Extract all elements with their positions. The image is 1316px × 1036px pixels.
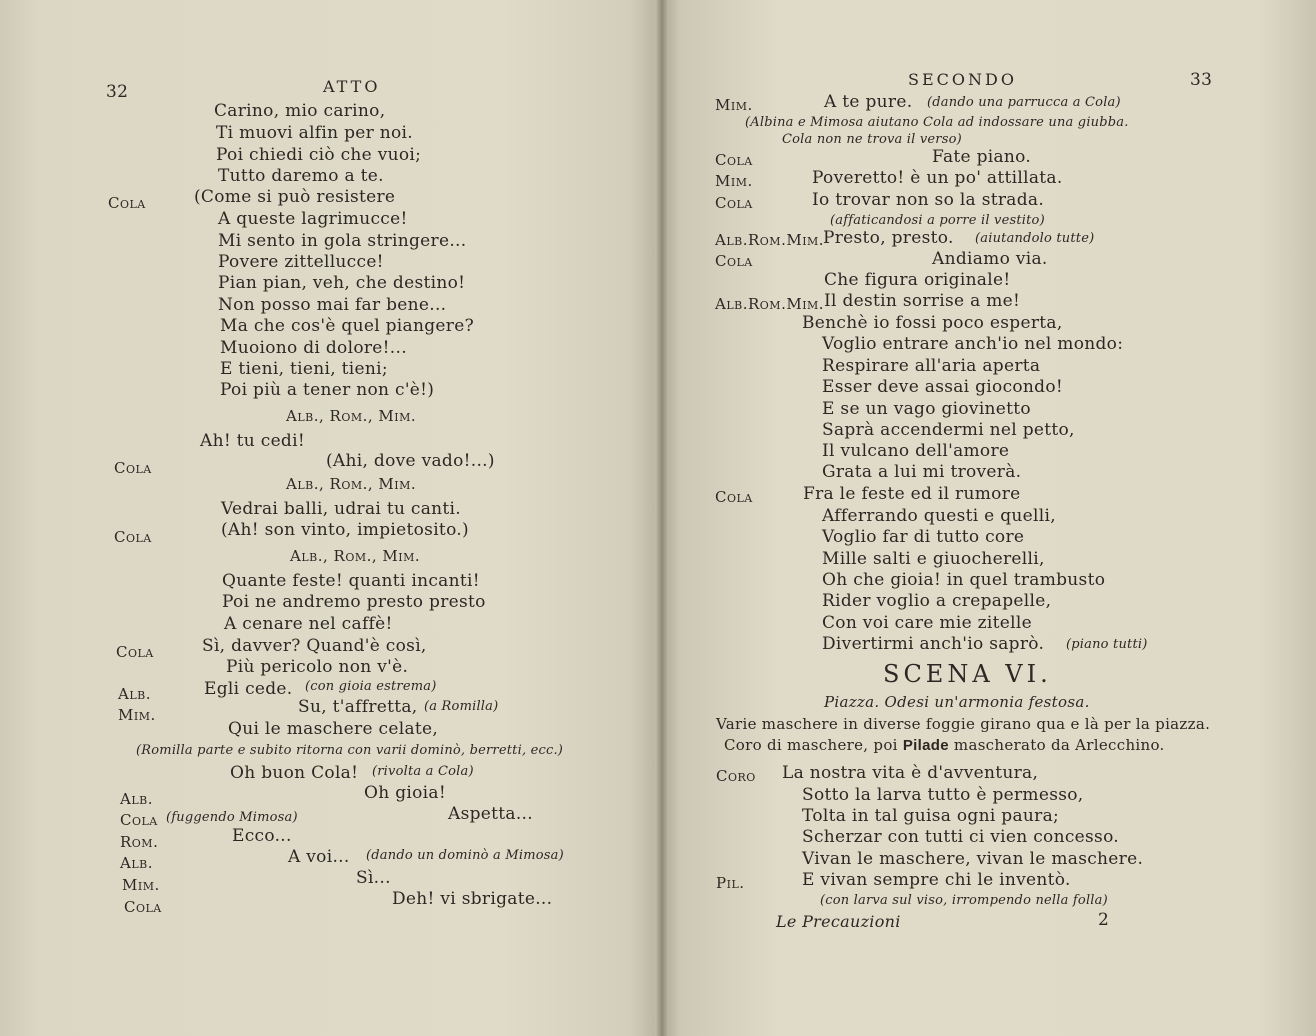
verse-line: Oh gioia! bbox=[364, 783, 446, 803]
stage-direction: (Albina e Mimosa aiutano Cola ad indossare una giubba. bbox=[745, 115, 1129, 130]
verse-line: (Ahi, dove vado!...) bbox=[326, 451, 495, 471]
verse-line: A voi... bbox=[288, 847, 350, 867]
verse-line: Con voi care mie zitelle bbox=[822, 613, 1032, 633]
stage-direction: (con gioia estrema) bbox=[305, 679, 437, 694]
verse-line: Oh buon Cola! bbox=[230, 763, 359, 783]
verse-line: Presto, presto. bbox=[823, 228, 954, 248]
speaker-label: Mim. bbox=[715, 172, 753, 190]
speaker-label: Alb., Rom., Mim. bbox=[286, 475, 417, 493]
verse-line: La nostra vita è d'avventura, bbox=[782, 763, 1039, 783]
book-gutter bbox=[655, 0, 669, 1036]
verse-line: Mille salti e giuocherelli, bbox=[822, 549, 1045, 569]
running-header-right: SECONDO bbox=[908, 70, 1017, 89]
speaker-label: Alb., Rom., Mim. bbox=[286, 407, 417, 425]
verse-line: Carino, mio carino, bbox=[214, 101, 386, 121]
verse-line: Esser deve assai giocondo! bbox=[822, 377, 1064, 397]
verse-line: Voglio entrare anch'io nel mondo: bbox=[822, 334, 1124, 354]
verse-line: Saprà accendermi nel petto, bbox=[822, 420, 1075, 440]
footer-title: Le Precauzioni bbox=[776, 912, 901, 931]
verse-line: Il vulcano dell'amore bbox=[822, 441, 1010, 461]
speaker-label: Rom. bbox=[120, 833, 159, 851]
verse-line: Qui le maschere celate, bbox=[228, 719, 439, 739]
stage-direction: (affaticandosi a porre il vestito) bbox=[830, 213, 1045, 228]
stage-direction: (con larva sul viso, irrompendo nella folla) bbox=[820, 893, 1108, 908]
speaker-label: Alb. bbox=[120, 790, 153, 808]
verse-line: Aspetta... bbox=[448, 804, 533, 824]
signature-mark: 2 bbox=[1098, 910, 1110, 930]
scene-description bbox=[724, 735, 1165, 756]
verse-line: Sotto la larva tutto è permesso, bbox=[802, 785, 1084, 805]
speaker-label: Alb. bbox=[120, 854, 153, 872]
verse-line: Che figura originale! bbox=[824, 270, 1011, 290]
verse-line: Poi più a tener non c'è!) bbox=[220, 380, 435, 400]
verse-line: Sì, davver? Quand'è così, bbox=[202, 636, 427, 656]
running-header-left: ATTO bbox=[323, 77, 381, 96]
speaker-label: Pil. bbox=[716, 874, 745, 892]
verse-line: Egli cede. bbox=[204, 679, 293, 699]
stage-direction: (rivolta a Cola) bbox=[372, 764, 474, 779]
verse-line: Vedrai balli, udrai tu canti. bbox=[221, 499, 461, 519]
verse-line: Voglio far di tutto core bbox=[822, 527, 1025, 547]
verse-line: Ti muovi alfin per noi. bbox=[216, 123, 413, 143]
verse-line: Il destin sorrise a me! bbox=[824, 291, 1021, 311]
stage-direction: (Romilla parte e subito ritorna con varii dominò, berretti, ecc.) bbox=[136, 743, 564, 758]
verse-line: E vivan sempre chi le inventò. bbox=[802, 870, 1071, 890]
scene-title: SCENA VI. bbox=[883, 660, 1052, 688]
speaker-label: Coro bbox=[716, 767, 756, 785]
speaker-label: Cola bbox=[715, 194, 753, 212]
verse-line: Grata a lui mi troverà. bbox=[822, 462, 1022, 482]
scene-setting: Piazza. Odesi un'armonia festosa. bbox=[824, 693, 1090, 711]
verse-line: (Ah! son vinto, impietosito.) bbox=[221, 520, 469, 540]
speaker-label: Mim. bbox=[715, 96, 753, 114]
verse-line: Ecco... bbox=[232, 826, 292, 846]
verse-line: Tutto daremo a te. bbox=[218, 166, 384, 186]
verse-line: Poi ne andremo presto presto bbox=[222, 592, 486, 612]
verse-line: Rider voglio a crepapelle, bbox=[822, 591, 1052, 611]
stage-direction: (dando un dominò a Mimosa) bbox=[366, 848, 564, 863]
verse-line: Respirare all'aria aperta bbox=[822, 356, 1041, 376]
verse-line: Muoiono di dolore!... bbox=[220, 338, 407, 358]
stage-direction: (dando una parrucca a Cola) bbox=[927, 95, 1121, 110]
verse-line: Ma che cos'è quel piangere? bbox=[220, 316, 474, 336]
speaker-label: Cola bbox=[715, 488, 753, 506]
speaker-label: Cola bbox=[116, 643, 154, 661]
page-number-right: 33 bbox=[1190, 70, 1213, 90]
speaker-label: Mim. bbox=[118, 706, 156, 724]
speaker-label: Alb., Rom., Mim. bbox=[290, 547, 421, 565]
verse-line: Io trovar non so la strada. bbox=[812, 190, 1045, 210]
verse-line: E se un vago giovinetto bbox=[822, 399, 1031, 419]
verse-line: Andiamo via. bbox=[932, 249, 1048, 269]
verse-line: Poi chiedi ciò che vuoi; bbox=[216, 145, 422, 165]
verse-line: Vivan le maschere, vivan le maschere. bbox=[802, 849, 1144, 869]
stage-direction: (fuggendo Mimosa) bbox=[166, 810, 298, 825]
verse-line: Tolta in tal guisa ogni paura; bbox=[802, 806, 1060, 826]
stage-direction: (aiutandolo tutte) bbox=[975, 231, 1095, 246]
verse-line: Quante feste! quanti incanti! bbox=[222, 571, 480, 591]
verse-line: Divertirmi anch'io saprò. bbox=[822, 634, 1045, 654]
verse-line: Su, t'affretta, bbox=[298, 697, 418, 717]
verse-line: Ah! tu cedi! bbox=[200, 431, 305, 451]
speaker-label: Cola bbox=[120, 811, 158, 829]
character-name: Pilade bbox=[902, 737, 949, 754]
verse-line: (Come si può resistere bbox=[194, 187, 396, 207]
verse-line: Fate piano. bbox=[932, 147, 1032, 167]
verse-line: Poveretto! è un po' attillata. bbox=[812, 168, 1063, 188]
verse-line: Deh! vi sbrigate... bbox=[392, 889, 553, 909]
scene-description: Varie maschere in diverse foggie girano qua e là per la piazza. bbox=[716, 715, 1211, 733]
verse-line: Più pericolo non v'è. bbox=[226, 657, 409, 677]
speaker-label: Cola bbox=[114, 459, 152, 477]
page-number-left: 32 bbox=[106, 82, 129, 102]
stage-direction: (piano tutti) bbox=[1066, 637, 1148, 652]
speaker-label: Cola bbox=[715, 252, 753, 270]
speaker-label: Alb.Rom.Mim. bbox=[715, 295, 825, 313]
verse-line: Pian pian, veh, che destino! bbox=[218, 273, 466, 293]
speaker-label: Mim. bbox=[122, 876, 160, 894]
stage-direction: Cola non ne trova il verso) bbox=[782, 132, 962, 147]
verse-line: Non posso mai far bene... bbox=[218, 295, 447, 315]
verse-line: A te pure. bbox=[824, 92, 913, 112]
speaker-label: Cola bbox=[108, 194, 146, 212]
verse-line: Oh che gioia! in quel trambusto bbox=[822, 570, 1106, 590]
verse-line: A cenare nel caffè! bbox=[224, 614, 393, 634]
verse-line: Mi sento in gola stringere... bbox=[218, 231, 467, 251]
verse-line: E tieni, tieni, tieni; bbox=[220, 359, 388, 379]
verse-line: Fra le feste ed il rumore bbox=[803, 484, 1021, 504]
speaker-label: Cola bbox=[114, 528, 152, 546]
speaker-label: Cola bbox=[124, 898, 162, 916]
speaker-label: Alb.Rom.Mim. bbox=[715, 231, 825, 249]
verse-line: Benchè io fossi poco esperta, bbox=[802, 313, 1063, 333]
stage-direction: (a Romilla) bbox=[424, 699, 499, 714]
scene-description-text: mascherato da Arlecchino. bbox=[953, 736, 1165, 754]
verse-line: Sì... bbox=[356, 868, 391, 888]
verse-line: Afferrando questi e quelli, bbox=[822, 506, 1056, 526]
verse-line: A queste lagrimucce! bbox=[218, 209, 408, 229]
speaker-label: Alb. bbox=[118, 685, 151, 703]
verse-line: Scherzar con tutti ci vien concesso. bbox=[802, 827, 1120, 847]
speaker-label: Cola bbox=[715, 151, 753, 169]
verse-line: Povere zittellucce! bbox=[218, 252, 384, 272]
scene-description-text: Coro di maschere, poi bbox=[724, 736, 898, 754]
